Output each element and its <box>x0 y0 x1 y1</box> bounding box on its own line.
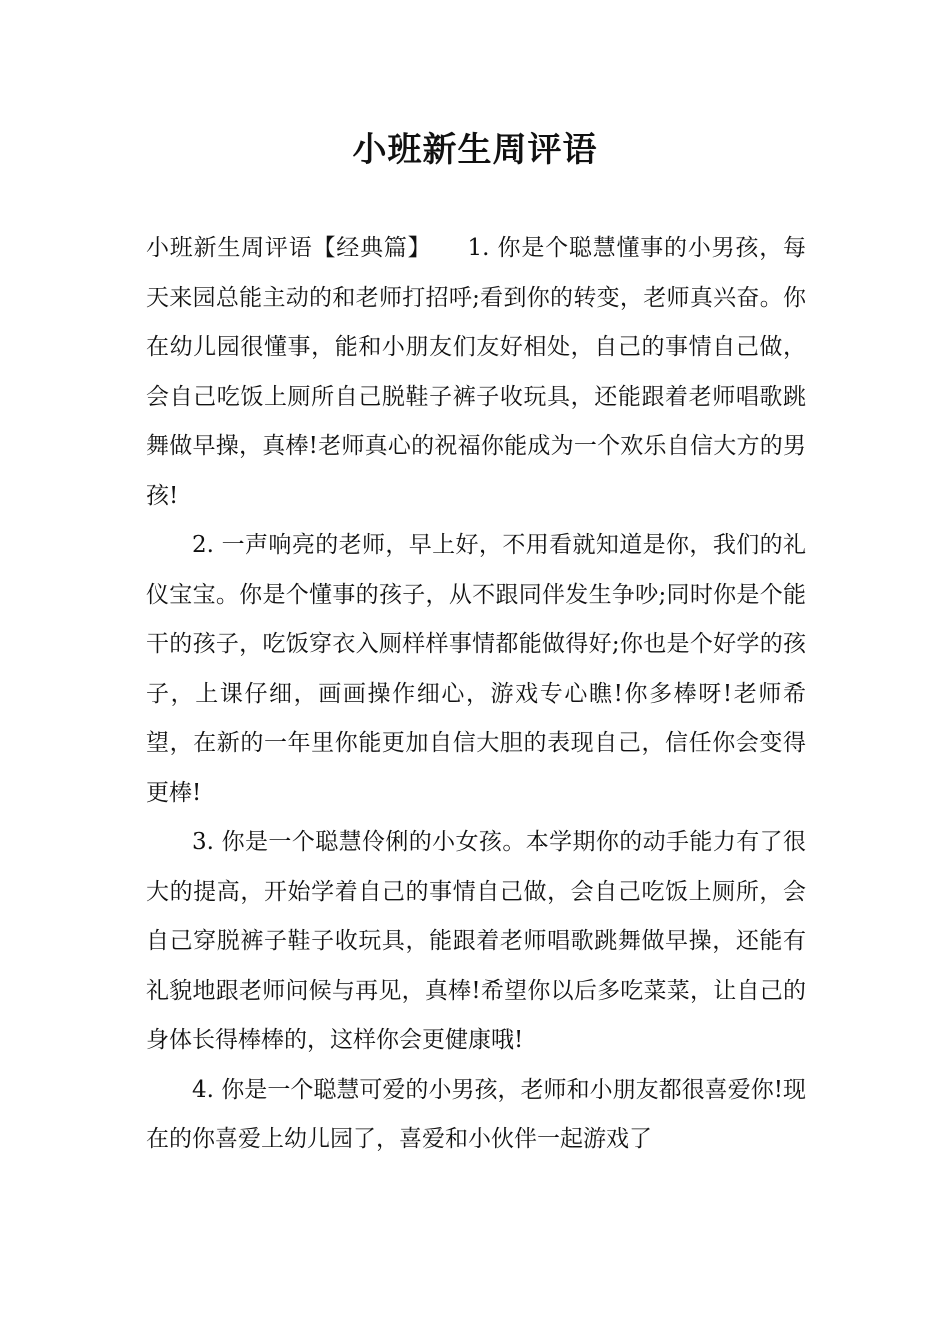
document-body <box>146 224 806 1165</box>
document-title: 小班新生周评语 <box>352 130 598 170</box>
paragraph-item-4: 4. 你是一个聪慧可爱的小男孩，老师和小朋友都很喜爱你!现在的你喜爱上幼儿园了，喜爱和小伙伴一起游戏了 <box>146 1076 806 1152</box>
paragraph-item-3: 3. 你是一个聪慧伶俐的小女孩。本学期你的动手能力有了很大的提高，开始学着自己的事情自己做，会自己吃饭上厕所，会自己穿脱裤子鞋子收玩具，能跟着老师唱歌跳舞做早操，还能有礼貌地跟老师问候与再见，真棒!希望你以后多吃菜菜，让自己的身体长得棒棒的，这样你会更健康哦! <box>146 829 806 1053</box>
paragraph-intro: 小班新生周评语【经典篇】 1. 你是个聪慧懂事的小男孩，每天来园总能主动的和老师打招呼;看到你的转变，老师真兴奋。你在幼儿园很懂事，能和小朋友们友好相处，自己的事情自己做，会自己吃饭上厕所自己脱鞋子裤子收玩具，还能跟着老师唱歌跳舞做早操，真棒!老师真心的祝福你能成为一个欢乐自信大方的男孩! <box>146 235 806 509</box>
paragraph-item-2: 2. 一声响亮的老师，早上好，不用看就知道是你，我们的礼仪宝宝。你是个懂事的孩子，从不跟同伴发生争吵;同时你是个能干的孩子，吃饭穿衣入厕样样事情都能做得好;你也是个好学的孩子，上课仔细，画画操作细心，游戏专心瞧!你多棒呀!老师希望，在新的一年里你能更加自信大胆的表现自己，信任你会变得更棒! <box>146 532 806 806</box>
